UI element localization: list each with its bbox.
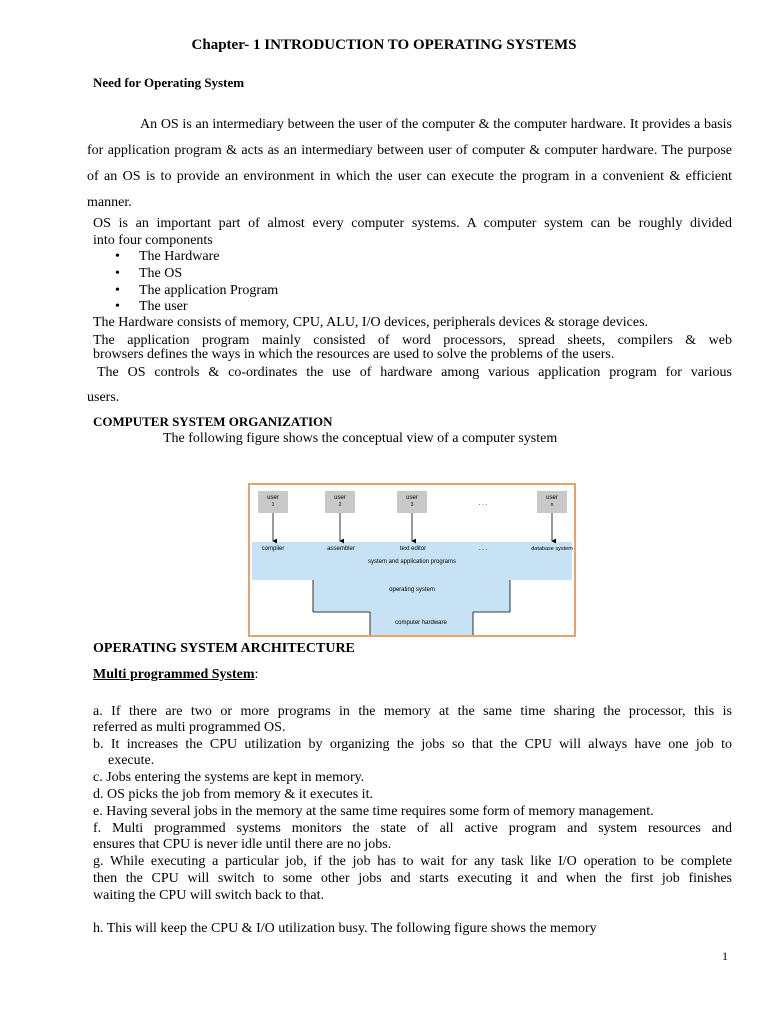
user-label: user [334,495,346,501]
app-line-1: The application program mainly consisted of word processors, spread sheets, compilers & web [93,333,732,348]
need-heading: Need for Operating System [93,75,245,90]
component-label: The user [139,299,188,314]
bullet-icon: • [115,249,120,264]
item-d: d. OS picks the job from memory & it executes it. [93,787,373,802]
bullet-icon: • [115,266,120,281]
component-label: The Hardware [139,249,220,264]
user-label: user [546,495,558,501]
computer-system-diagram [250,485,574,635]
user-label: user [406,495,418,501]
item-f-line-2: ensures that CPU is never idle until there are no jobs. [93,837,392,852]
item-f-line-1: f. Multi programmed systems monitors the state of all active program and system resources and [93,821,732,836]
item-g-line-1: g. While executing a particular job, if the job has to wait for any task like I/O operation to be complete [93,854,732,869]
org-caption: The following figure shows the conceptual view of a computer system [163,431,558,446]
item-g-line-3: waiting the CPU will switch back to that. [93,888,324,903]
hardware-line: The Hardware consists of memory, CPU, ALU, I/O devices, peripherals devices & storage devices. [93,315,649,330]
user-number: 1 [271,502,275,508]
item-g-line-2: then the CPU will switch to some other jobs and starts executing it and when the first job finishes [93,871,732,886]
item-a-line-2: referred as multi programmed OS. [93,720,286,735]
program-ellipsis: . . . [478,546,488,552]
user-ellipsis: . . . [478,501,488,507]
item-e: e. Having several jobs in the memory at the same time requires some form of memory management. [93,804,654,819]
item-a-line-1: a. If there are two or more programs in the memory at the same time sharing the processor, this is [93,704,732,719]
os-line-2: users. [87,390,120,405]
components-intro-line-1: OS is an important part of almost every computer systems. A computer system can be roughly divided [93,216,732,231]
page-title: Chapter- 1 INTRODUCTION TO OPERATING SYSTEMS [191,37,577,53]
item-b-line-2: execute. [108,753,155,768]
arch-heading: OPERATING SYSTEM ARCHITECTURE [93,641,355,656]
program-label: compiler [261,546,285,552]
bullet-icon: • [115,283,120,298]
component-label: The application Program [139,283,279,298]
item-c: c. Jobs entering the systems are kept in memory. [93,770,365,785]
bullet-icon: • [115,299,120,314]
item-h: h. This will keep the CPU & I/O utilization busy. The following figure shows the memory [93,921,597,936]
os-line-1: The OS controls & co-ordinates the use of hardware among various application program for various [97,365,732,380]
program-label: text editor [399,546,427,552]
layer-hardware-label: computer hardware [395,620,447,626]
component-label: The OS [139,266,183,281]
user-number: n [550,502,554,508]
app-line-2: browsers defines the ways in which the resources are used to solve the problems of the users. [93,347,615,362]
multi-programmed-heading [93,667,258,683]
org-heading: COMPUTER SYSTEM ORGANIZATION [93,414,333,429]
layer-programs-label: system and application programs [367,559,457,565]
multi-programmed-heading-text: Multi programmed System [93,667,255,682]
heading-colon: : [254,667,259,682]
page-number: 1 [722,949,728,963]
computer-system-figure [248,483,576,637]
user-number: 2 [338,502,342,508]
components-intro-line-2: into four components [93,233,213,248]
layer-os-label: operating system [389,587,435,593]
item-b-line-1: b. It increases the CPU utilization by organizing the jobs so that the CPU will always have one job to [93,737,732,752]
program-label: assembler [327,546,355,552]
user-label: user [267,495,279,501]
program-label: database system [531,546,573,552]
user-number: 3 [410,502,414,508]
intro-paragraph: An OS is an intermediary between the user of the computer & the computer hardware. It provides a basis for application program & acts as an intermediary between user of computer & computer hardware. The purpose of an OS is to provide an environment in which the user can execute the program in a convenient & efficient manner. [87,117,732,210]
